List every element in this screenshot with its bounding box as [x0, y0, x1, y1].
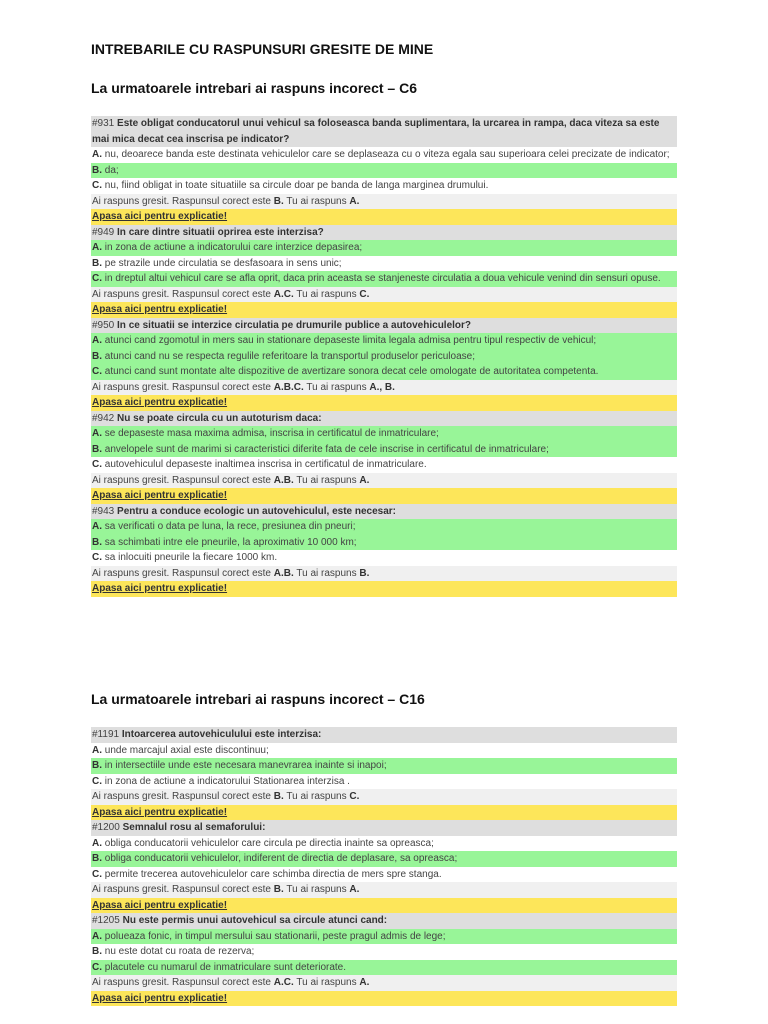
- answer-letter: A.: [92, 930, 102, 942]
- section-heading-c16: La urmatoarele intrebari ai raspuns incorect – C16: [91, 691, 425, 707]
- question-text: Pentru a conduce ecologic un autovehiculul, este necesar:: [117, 505, 396, 517]
- your-answer-value: A.: [359, 977, 370, 988]
- question-number: #942: [92, 412, 115, 424]
- answer-option: [91, 836, 677, 852]
- answer-letter: B.: [92, 257, 102, 269]
- correct-answer-value: A.B.: [273, 567, 294, 579]
- result-prefix: Ai raspuns gresit. Raspunsul corect este: [92, 288, 271, 300]
- answer-letter: B.: [92, 946, 102, 957]
- your-answer-value: B.: [359, 567, 370, 579]
- your-answer-value: A.: [349, 884, 360, 895]
- answer-option: [91, 851, 677, 867]
- answer-option: [91, 442, 677, 458]
- your-answer-value: A., B.: [369, 381, 395, 393]
- answer-option: [91, 960, 677, 976]
- answer-text: nu, deoarece banda este destinata vehiculelor care se deplaseaza cu o viteza egala sau superioara celei precizate de indicator;: [104, 149, 670, 160]
- result-mid: Tu ai raspuns: [286, 884, 347, 895]
- answer-text: placutele cu numarul de inmatriculare sunt deteriorate.: [104, 961, 347, 973]
- correct-answer-value: B.: [273, 195, 284, 207]
- answer-letter: A.: [92, 744, 102, 756]
- answer-text: in dreptul altui vehicul care se afla oprit, daca prin aceasta se stanjeneste circulatia a doua vehicule venind din sensuri opuse.: [104, 273, 661, 284]
- answer-option: [91, 944, 677, 960]
- question-text: In care dintre situatii oprirea este interzisa?: [117, 226, 324, 238]
- question-number: #950: [92, 319, 115, 331]
- question-row: [91, 116, 677, 147]
- question-text: Semnalul rosu al semaforului:: [122, 822, 266, 833]
- correct-answer-value: A.B.: [273, 474, 294, 486]
- answer-letter: C.: [92, 961, 102, 973]
- answer-option: [91, 178, 677, 194]
- correct-answer-value: A.C.: [273, 977, 294, 988]
- answer-option: [91, 457, 677, 473]
- question-text: Nu se poate circula cu un autoturism daca:: [117, 412, 322, 424]
- answer-letter: A.: [92, 428, 102, 439]
- answer-letter: B.: [92, 536, 102, 548]
- section-c6: [91, 116, 677, 597]
- result-mid: Tu ai raspuns: [296, 288, 357, 300]
- answer-option: [91, 758, 677, 774]
- result-mid: Tu ai raspuns: [306, 381, 367, 393]
- answer-text: polueaza fonic, in timpul mersului sau stationarii, peste pragul admis de lege;: [104, 930, 446, 942]
- answer-letter: B.: [92, 853, 102, 864]
- answer-option: [91, 929, 677, 945]
- result-prefix: Ai raspuns gresit. Raspunsul corect este: [92, 195, 271, 207]
- answer-text: autovehiculul depaseste inaltimea inscrisa in certificatul de inmatriculare.: [104, 459, 427, 470]
- page-title: INTREBARILE CU RASPUNSURI GRESITE DE MINE: [91, 41, 434, 57]
- answer-option: [91, 333, 677, 349]
- answer-letter: C.: [92, 180, 102, 191]
- result-prefix: Ai raspuns gresit. Raspunsul corect este: [92, 977, 271, 988]
- answer-option: [91, 535, 677, 551]
- answer-option: [91, 364, 677, 380]
- question-text: Intoarcerea autovehiculului este interzisa:: [121, 729, 322, 740]
- result-prefix: Ai raspuns gresit. Raspunsul corect este: [92, 474, 271, 486]
- section-c16: [91, 727, 677, 1006]
- question-text: In ce situatii se interzice circulatia pe drumurile publice a autovehiculelor?: [117, 319, 472, 331]
- answer-letter: A.: [92, 242, 102, 253]
- explanation-link[interactable]: Apasa aici pentru explicatie!: [92, 211, 228, 222]
- explanation-row: [91, 581, 677, 597]
- correct-answer-value: A.C.: [273, 288, 294, 300]
- question-row: [91, 318, 677, 334]
- answer-text: se depaseste masa maxima admisa, inscrisa in certificatul de inmatriculare;: [104, 428, 439, 439]
- answer-text: in zona de actiune a indicatorului Stationarea interzisa .: [104, 775, 350, 787]
- result-row: [91, 287, 677, 303]
- answer-letter: C.: [92, 366, 102, 377]
- your-answer-value: A.: [349, 195, 360, 207]
- answer-letter: A.: [92, 335, 102, 346]
- answer-text: sa inlocuiti pneurile la fiecare 1000 km.: [104, 552, 278, 563]
- answer-letter: C.: [92, 273, 102, 284]
- answer-option: [91, 426, 677, 442]
- explanation-link[interactable]: Apasa aici pentru explicatie!: [92, 490, 228, 501]
- answer-text: sa schimbati intre ele pneurile, la aproximativ 10 000 km;: [104, 536, 357, 548]
- answer-text: unde marcajul axial este discontinuu;: [104, 744, 269, 756]
- explanation-link[interactable]: Apasa aici pentru explicatie!: [92, 397, 228, 408]
- answer-option: [91, 147, 677, 163]
- answer-text: anvelopele sunt de marimi si caracteristici diferite fata de cele inscrise in certificatul de inmatriculare;: [104, 443, 549, 455]
- question-row: [91, 225, 677, 241]
- result-prefix: Ai raspuns gresit. Raspunsul corect este: [92, 567, 271, 579]
- answer-letter: B.: [92, 443, 102, 455]
- answer-text: in intersectiile unde este necesara manevrarea inainte si inapoi;: [104, 760, 387, 771]
- your-answer-value: C.: [349, 791, 360, 802]
- question-row: [91, 727, 677, 743]
- answer-text: nu, fiind obligat in toate situatiile sa circule doar pe banda de langa marginea drumului.: [104, 180, 489, 191]
- result-mid: Tu ai raspuns: [286, 791, 347, 802]
- answer-text: atunci cand zgomotul in mers sau in stationare depaseste limita legala admisa pentru tipul respectiv de vehicul;: [104, 335, 597, 346]
- answer-option: [91, 867, 677, 883]
- result-prefix: Ai raspuns gresit. Raspunsul corect este: [92, 884, 271, 895]
- question-number: #931: [92, 118, 115, 129]
- answer-letter: A.: [92, 149, 102, 160]
- result-prefix: Ai raspuns gresit. Raspunsul corect este: [92, 381, 271, 393]
- explanation-link[interactable]: Apasa aici pentru explicatie!: [92, 899, 228, 911]
- answer-letter: C.: [92, 868, 102, 880]
- answer-text: pe strazile unde circulatia se desfasoara in sens unic;: [104, 257, 342, 269]
- question-text: Este obligat conducatorul unui vehicul sa foloseasca banda suplimentara, la urcarea in rampa, daca viteza sa este mai mica decat cea inscrisa pe indicator?: [92, 118, 660, 145]
- section-heading-c6: La urmatoarele intrebari ai raspuns incorect – C6: [91, 80, 418, 96]
- question-number: #1191: [92, 729, 120, 740]
- result-row: [91, 882, 677, 898]
- question-text: Nu este permis unui autovehicul sa circule atunci cand:: [122, 915, 388, 926]
- explanation-row: [91, 898, 677, 914]
- answer-text: in zona de actiune a indicatorului care interzice depasirea;: [104, 242, 363, 253]
- explanation-link[interactable]: Apasa aici pentru explicatie!: [92, 992, 228, 1004]
- question-row: [91, 820, 677, 836]
- question-number: #949: [92, 226, 115, 238]
- result-mid: Tu ai raspuns: [296, 977, 357, 988]
- answer-text: permite trecerea autovehiculelor care schimba directia de mers spre stanga.: [104, 868, 442, 880]
- answer-option: [91, 349, 677, 365]
- result-row: [91, 789, 677, 805]
- your-answer-value: A.: [359, 474, 370, 486]
- result-mid: Tu ai raspuns: [296, 567, 357, 579]
- answer-letter: C.: [92, 552, 102, 563]
- answer-letter: A.: [92, 521, 102, 532]
- explanation-link[interactable]: Apasa aici pentru explicatie!: [92, 583, 228, 594]
- answer-option: [91, 256, 677, 272]
- explanation-row: [91, 302, 677, 318]
- answer-letter: B.: [92, 760, 102, 771]
- question-row: [91, 504, 677, 520]
- answer-letter: B.: [92, 350, 102, 362]
- answer-letter: C.: [92, 459, 102, 470]
- your-answer-value: C.: [359, 288, 370, 300]
- answer-option: [91, 271, 677, 287]
- question-number: #1205: [92, 915, 120, 926]
- question-number: #943: [92, 505, 115, 517]
- explanation-row: [91, 488, 677, 504]
- answer-letter: A.: [92, 837, 102, 849]
- answer-option: [91, 519, 677, 535]
- answer-text: atunci cand nu se respecta regulile referitoare la transportul produselor periculoase;: [104, 350, 475, 362]
- answer-option: [91, 550, 677, 566]
- explanation-row: [91, 991, 677, 1007]
- answer-letter: B.: [92, 164, 102, 176]
- result-row: [91, 473, 677, 489]
- correct-answer-value: B.: [273, 884, 284, 895]
- question-number: #1200: [92, 822, 120, 833]
- answer-letter: C.: [92, 775, 102, 787]
- answer-option: [91, 240, 677, 256]
- answer-text: sa verificati o data pe luna, la rece, presiunea din pneuri;: [104, 521, 356, 532]
- answer-text: obliga conducatorii vehiculelor care circula pe directia inainte sa opreasca;: [104, 837, 434, 849]
- result-row: [91, 194, 677, 210]
- question-row: [91, 411, 677, 427]
- result-row: [91, 566, 677, 582]
- explanation-row: [91, 209, 677, 225]
- answer-option: [91, 774, 677, 790]
- result-mid: Tu ai raspuns: [296, 474, 357, 486]
- answer-text: obliga conducatorii vehiculelor, indiferent de directia de deplasare, sa opreasca;: [104, 853, 458, 864]
- answer-text: atunci cand sunt montate alte dispozitive de avertizare sonora decat cele omologate de autoritatea competenta.: [104, 366, 599, 377]
- answer-text: nu este dotat cu roata de rezerva;: [104, 946, 255, 957]
- correct-answer-value: A.B.C.: [273, 381, 304, 393]
- result-row: [91, 975, 677, 991]
- answer-option: [91, 743, 677, 759]
- question-row: [91, 913, 677, 929]
- correct-answer-value: B.: [273, 791, 284, 802]
- answer-option: [91, 163, 677, 179]
- explanation-row: [91, 805, 677, 821]
- result-prefix: Ai raspuns gresit. Raspunsul corect este: [92, 791, 271, 802]
- explanation-link[interactable]: Apasa aici pentru explicatie!: [92, 304, 228, 315]
- answer-text: da;: [104, 164, 119, 176]
- result-row: [91, 380, 677, 396]
- result-mid: Tu ai raspuns: [286, 195, 347, 207]
- explanation-link[interactable]: Apasa aici pentru explicatie!: [92, 806, 228, 818]
- explanation-row: [91, 395, 677, 411]
